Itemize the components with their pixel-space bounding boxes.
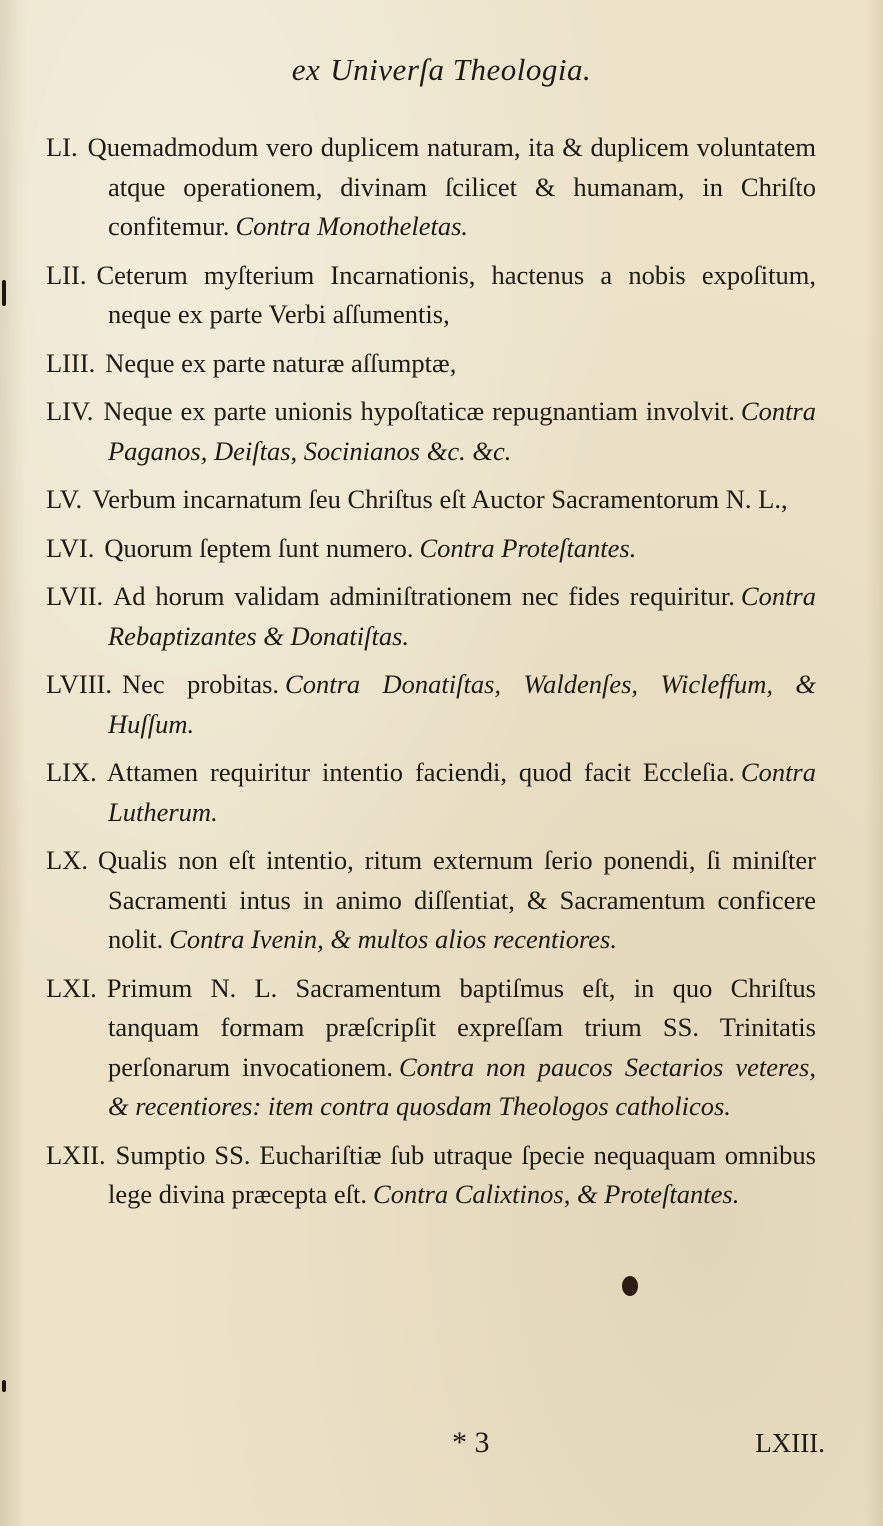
thesis-number: LII.: [46, 259, 87, 290]
thesis-number: LVI.: [46, 532, 95, 563]
thesis-contra: Contra Monotheletas.: [235, 211, 469, 241]
thesis-number: LI.: [46, 132, 78, 162]
thesis-lix: [46, 753, 816, 832]
thesis-lxi: [46, 969, 816, 1127]
thesis-number: LVII.: [46, 581, 104, 611]
thesis-text: Ad horum validam adminiſtrationem nec fides requiritur.: [113, 581, 735, 611]
thesis-number: LXI.: [46, 972, 97, 1003]
thesis-liv: [46, 392, 816, 471]
thesis-number: LX.: [46, 845, 88, 875]
thesis-text: Quorum ſeptem ſunt numero.: [104, 532, 414, 563]
thesis-lv: [46, 480, 816, 520]
thesis-lviii: [46, 665, 816, 744]
thesis-lvi: [46, 529, 816, 569]
thesis-text: Nec probitas.: [122, 669, 280, 699]
thesis-contra: Contra Donatiſtas, Waldenſes, Wicleffum, & Huſſum.: [108, 669, 816, 739]
margin-ink-mark: [2, 280, 6, 306]
thesis-number: LIX.: [46, 757, 97, 787]
thesis-lii: [46, 256, 816, 335]
thesis-text: Attamen requiritur intentio faciendi, quod facit Eccleſia.: [106, 757, 735, 787]
running-header: [0, 52, 883, 88]
thesis-text: Neque ex parte unionis hypoſtaticæ repugnantiam involvit.: [103, 396, 735, 426]
thesis-text: Neque ex parte naturæ aſſumptæ,: [105, 347, 457, 378]
thesis-lxii: [46, 1136, 816, 1215]
margin-ink-mark: [2, 1380, 6, 1392]
thesis-contra: Contra Proteſtantes.: [419, 532, 637, 563]
signature-mark: * 3: [452, 1426, 490, 1459]
thesis-contra: Contra Paganos, Deiſtas, Socinianos &c. &c.: [108, 396, 816, 466]
thesis-contra: Contra Lutherum.: [108, 757, 816, 827]
thesis-number: LIV.: [46, 396, 94, 426]
thesis-text: Qualis non eſt intentio, ritum externum ſerio ponendi, ſi miniſter Sacramenti intus in animo diſſentiat, & Sacramentum conficere nolit.: [97, 845, 816, 954]
thesis-contra: Contra Ivenin, & multos alios recentiores.: [169, 924, 617, 954]
thesis-liii: [46, 344, 816, 384]
thesis-contra: Contra non paucos Sectarios veteres, & recentiores: item contra quosdam Theologos catholicos.: [108, 1051, 816, 1121]
thesis-text: Sumptio SS. Euchariſtiæ ſub utraque ſpecie nequaquam omnibus lege divina præcepta eſt.: [108, 1139, 816, 1209]
theses-list: [46, 128, 816, 1224]
thesis-li: [46, 128, 816, 247]
thesis-number: LIII.: [46, 347, 96, 378]
thesis-text: Primum N. L. Sacramentum baptiſmus eſt, in quo Chriſtus tanquam formam præſcripſit expreſſam trium SS. Trinitatis perſonarum invocationem.: [106, 972, 816, 1082]
thesis-contra: Contra Calixtinos, & Proteſtantes.: [373, 1179, 740, 1209]
thesis-number: LVIII.: [46, 669, 112, 699]
thesis-number: LXII.: [46, 1139, 106, 1170]
thesis-lvii: [46, 577, 816, 656]
thesis-text: Ceterum myſterium Incarnationis, hactenus a nobis expoſitum, neque ex parte Verbi aſſumentis,: [96, 259, 816, 329]
thesis-text: Quemadmodum vero duplicem naturam, ita & duplicem voluntatem atque operationem, divinam ſcilicet & humanam, in Chriſto confitemur.: [87, 132, 816, 241]
ink-blot: [622, 1276, 638, 1296]
thesis-text: Verbum incarnatum ſeu Chriſtus eſt Auctor Sacramentorum N. L.,: [92, 484, 788, 514]
thesis-lx: [46, 841, 816, 960]
thesis-contra: Contra Rebaptizantes & Donatiſtas.: [108, 581, 816, 651]
thesis-number: LV.: [46, 484, 83, 514]
header-lead: ex: [291, 52, 321, 87]
catchword: LXIII.: [755, 1428, 825, 1458]
header-title: Univerſa Theologia.: [330, 52, 592, 87]
